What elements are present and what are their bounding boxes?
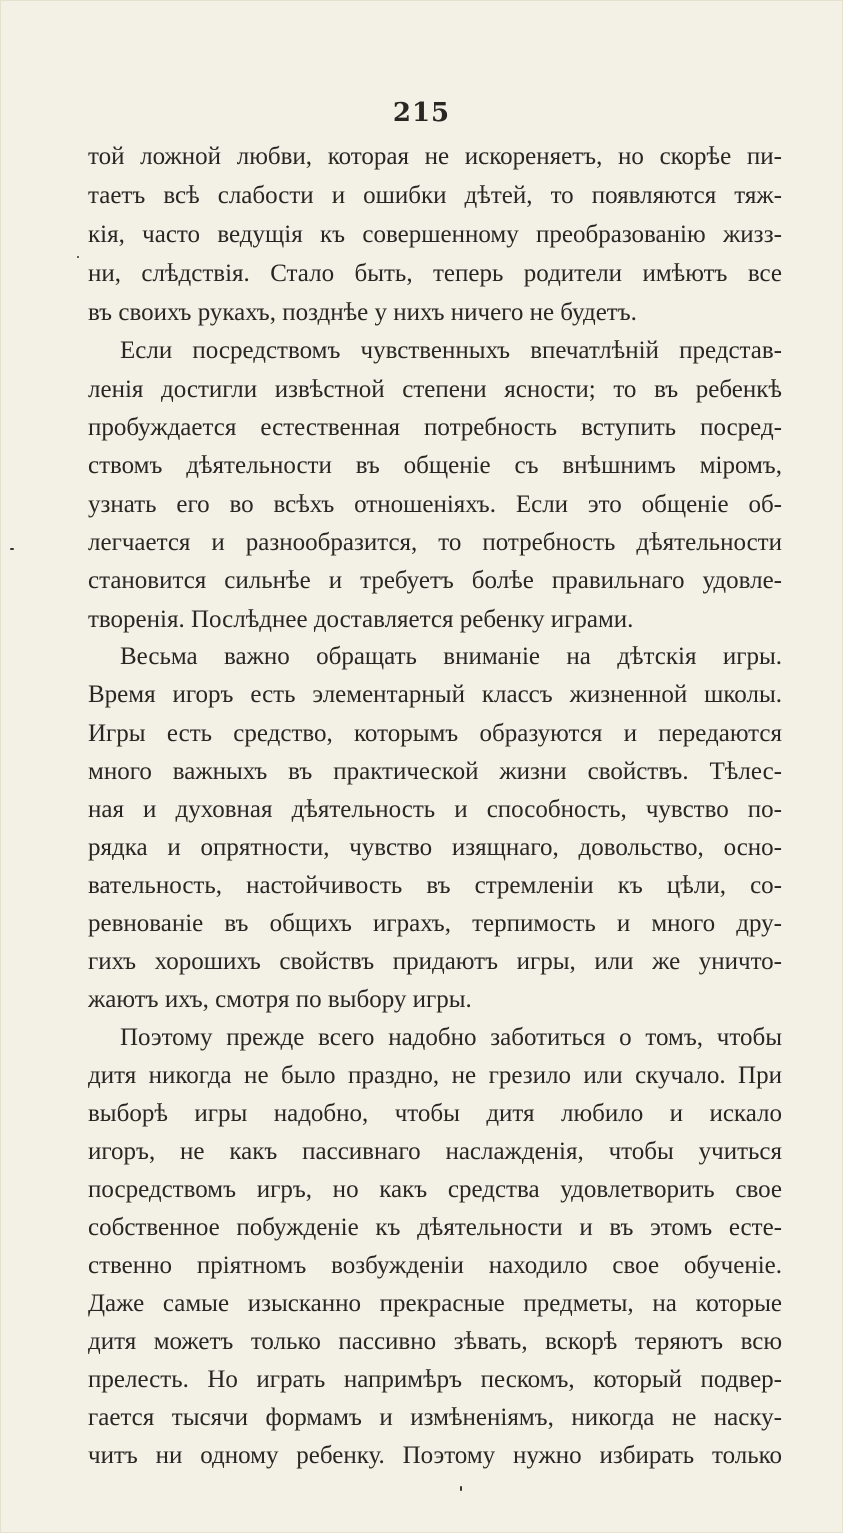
text-line: собственное побужденіе къ дѣятельности и въ этомъ есте- <box>88 1214 782 1241</box>
text-line: легчается и разнообразится, то потребность дѣятельности <box>88 529 782 556</box>
text-line: посредствомъ игръ, но какъ средства удовлетворить свое <box>88 1176 782 1203</box>
page-number: 215 <box>392 98 451 128</box>
text-line: читъ ни одному ребенку. Поэтому нужно избирать только <box>88 1442 782 1469</box>
text-line: ни, слѣдствія. Стало быть, теперь родители имѣютъ все <box>88 260 782 287</box>
text-line: гается тысячи формамъ и измѣненіямъ, никогда не наску- <box>88 1404 782 1431</box>
paper-speck <box>77 256 79 258</box>
text-line: таетъ всѣ слабости и ошибки дѣтей, то появляются тяж- <box>88 182 782 209</box>
text-line: выборѣ игры надобно, чтобы дитя любило и искало <box>88 1100 782 1127</box>
text-line: дитя можетъ только пассивно зѣвать, вскорѣ теряютъ всю <box>88 1328 782 1355</box>
text-line: гихъ хорошихъ свойствъ придаютъ игры, или же уничто- <box>88 948 782 975</box>
text-line: много важныхъ въ практической жизни свойствъ. Тѣлес- <box>88 758 782 785</box>
text-line: ленія достигли извѣстной степени ясности; то въ ребенкѣ <box>88 376 782 403</box>
text-line: Поэтому прежде всего надобно заботиться о томъ, чтобы <box>120 1024 782 1051</box>
text-line: вательность, настойчивость въ стремленіи къ цѣли, со- <box>88 872 782 899</box>
text-line: ная и духовная дѣятельность и способность, чувство по- <box>88 796 782 823</box>
text-line: ствомъ дѣятельности въ общеніе съ внѣшнимъ міромъ, <box>88 452 782 479</box>
paper-speck <box>10 548 14 550</box>
text-line: игоръ, не какъ пассивнаго наслажденія, чтобы учиться <box>88 1138 782 1165</box>
text-line: кія, часто ведущія къ совершенному преобразованію жизз- <box>88 221 782 248</box>
text-line: прелесть. Но играть напримѣръ пескомъ, который подвер- <box>88 1366 782 1393</box>
text-line: Время игоръ есть элементарный классъ жизненной школы. <box>88 681 782 708</box>
text-line: Даже самые изысканно прекрасные предметы, на которые <box>88 1290 782 1317</box>
text-line: ственно пріятномъ возбужденіи находило свое обученіе. <box>88 1252 782 1279</box>
text-line: творенія. Послѣднее доставляется ребенку играми. <box>88 606 634 633</box>
text-line: дитя никогда не было праздно, не грезило или скучало. При <box>88 1062 782 1089</box>
text-line: жаютъ ихъ, смотря по выбору игры. <box>88 986 472 1013</box>
text-line: въ своихъ рукахъ, позднѣе у нихъ ничего не будетъ. <box>88 299 637 326</box>
text-line: пробуждается естественная потребность вступить посред- <box>88 414 782 441</box>
paper-speck <box>460 1486 462 1491</box>
text-line: узнать его во всѣхъ отношеніяхъ. Если это общеніе об- <box>88 491 782 518</box>
text-line: ревнованіе въ общихъ играхъ, терпимость и много дру- <box>88 910 782 937</box>
text-line: Если посредствомъ чувственныхъ впечатлѣній представ- <box>120 337 782 364</box>
text-line: той ложной любви, которая не искореняетъ, но скорѣе пи- <box>88 143 782 170</box>
text-line: рядка и опрятности, чувство изящнаго, довольство, осно- <box>88 834 782 861</box>
text-line: Весьма важно обращать вниманіе на дѣтскія игры. <box>120 643 782 670</box>
text-line: Игры есть средство, которымъ образуются и передаются <box>88 720 782 747</box>
text-line: становится сильнѣе и требуетъ болѣе правильнаго удовле- <box>88 567 782 594</box>
